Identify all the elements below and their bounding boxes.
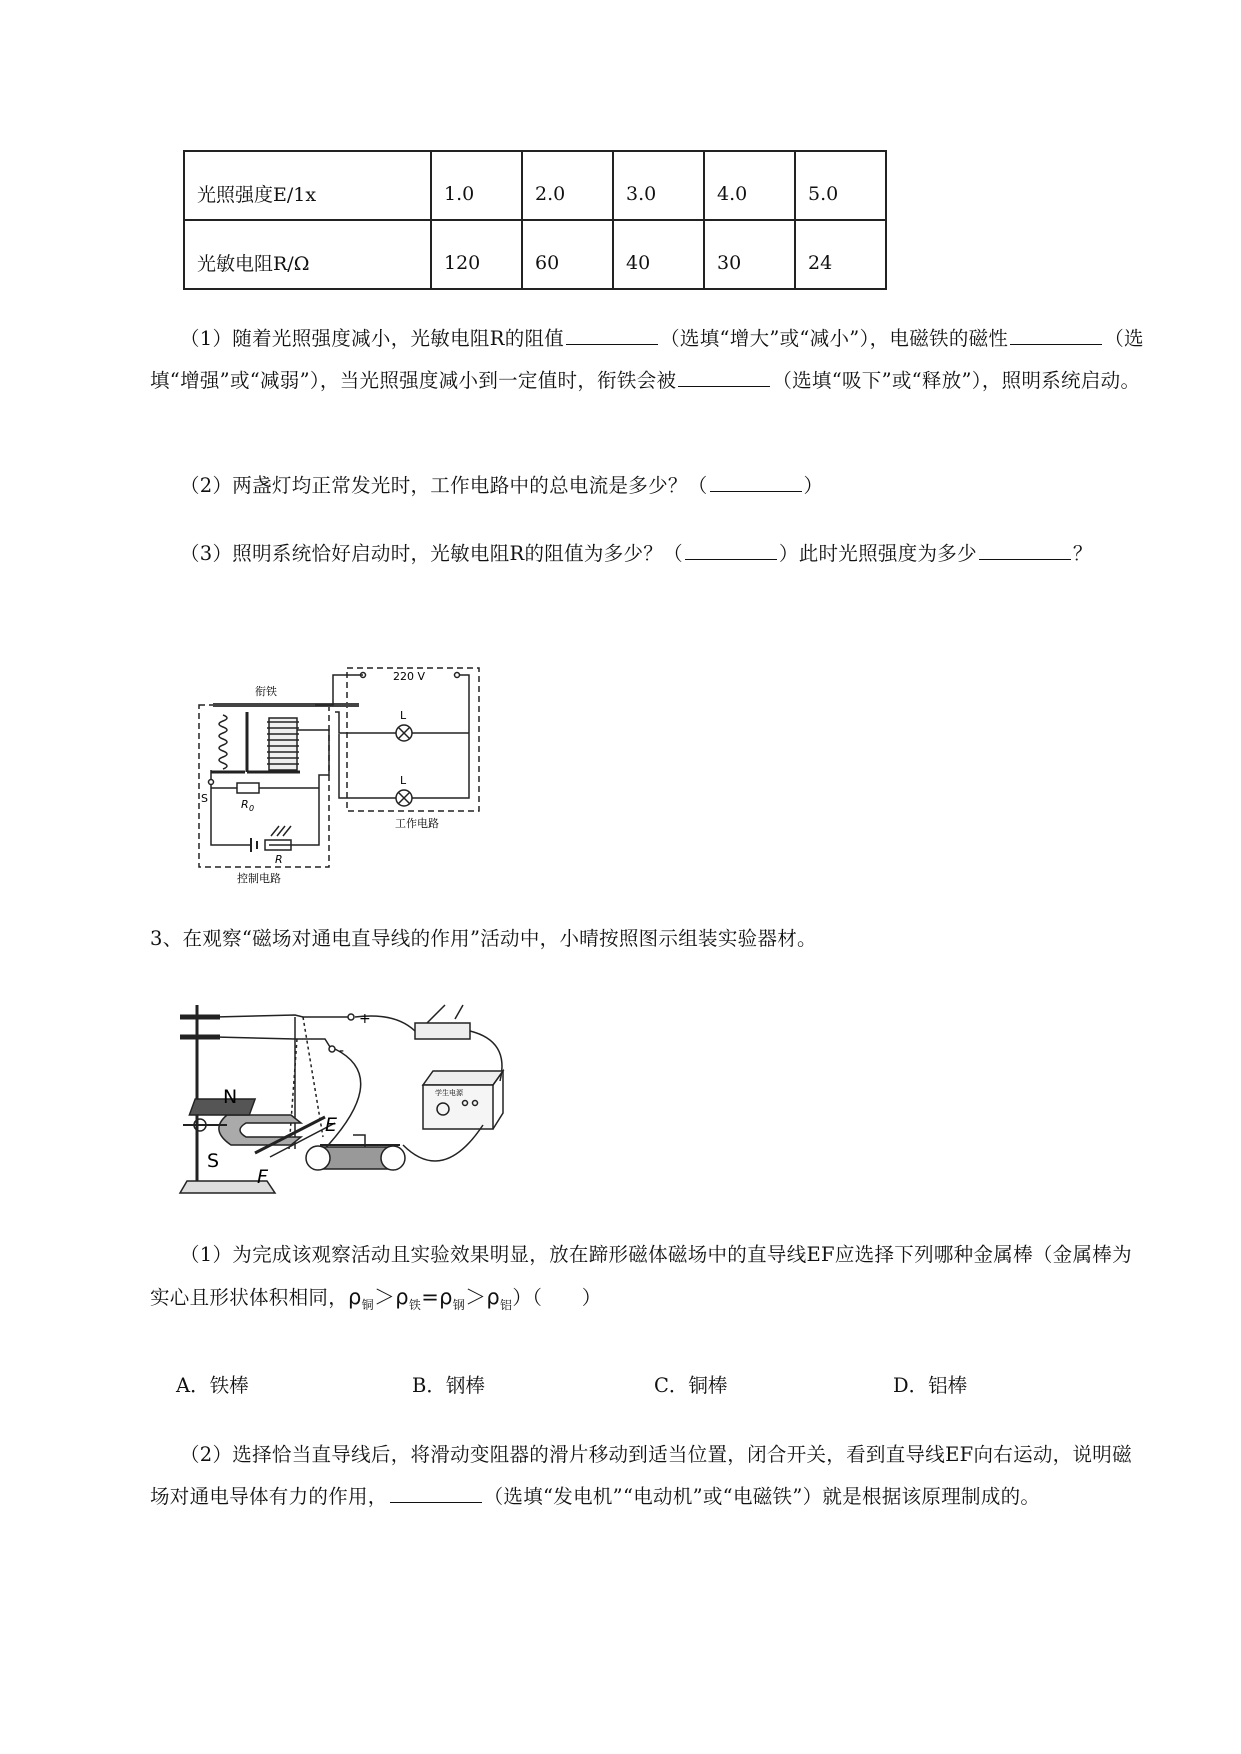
svg-text:-: - <box>339 1043 345 1059</box>
table-cell: 30 <box>704 220 795 289</box>
table-cell: 5.0 <box>795 151 886 220</box>
svg-text:L: L <box>400 774 407 787</box>
answer-blank[interactable] <box>685 558 777 560</box>
q3-part2: （2）选择恰当直导线后，将滑动变阻器的滑片移动到适当位置，闭合开关，看到直导线EF向右运动，说明磁场对通电导体有力的作用， （选填“发电机”“电动机”或“电磁铁”）就是根据该原理制成的。 <box>150 1443 1132 1508</box>
svg-text:F: F <box>257 1166 268 1188</box>
svg-text:R: R <box>241 798 249 811</box>
svg-text:衔铁: 衔铁 <box>255 685 277 698</box>
svg-text:E: E <box>325 1114 338 1136</box>
q2-part1: （1）随着光照强度减小，光敏电阻R的阻值 （选填“增大”或“减小”），电磁铁的磁性 （选填“增强”或“减弱”），当光照强度减小到一定值时，衔铁会被 （选填“吸下”或“释放”），照明系统启动。 <box>150 327 1144 392</box>
svg-text:L: L <box>400 709 407 722</box>
table-cell: 3.0 <box>613 151 704 220</box>
relay-circuit-diagram <box>195 660 495 885</box>
light-resistance-table <box>183 150 887 290</box>
magnet-apparatus-diagram <box>175 995 555 1205</box>
table-row <box>184 151 886 220</box>
answer-blank[interactable] <box>710 490 802 492</box>
svg-text:220 V: 220 V <box>393 670 426 683</box>
option-c[interactable]: C．铜棒 <box>654 1374 728 1397</box>
svg-text:工作电路: 工作电路 <box>395 817 439 830</box>
svg-text:+: + <box>359 1011 371 1027</box>
answer-blank[interactable] <box>979 558 1071 560</box>
option-d[interactable]: D．铝棒 <box>893 1374 968 1397</box>
table-row <box>184 220 886 289</box>
answer-blank[interactable] <box>566 343 658 345</box>
option-b[interactable]: B．钢棒 <box>412 1374 485 1397</box>
knife-switch <box>415 1023 470 1039</box>
table-cell: 4.0 <box>704 151 795 220</box>
table-cell: 24 <box>795 220 886 289</box>
table-header-cell: 光敏电阻R/Ω <box>184 220 431 289</box>
electromagnet-coil <box>269 718 297 770</box>
table-cell: 120 <box>431 220 522 289</box>
q3-part1: （1）为完成该观察活动且实验效果明显，放在蹄形磁体磁场中的直导线EF应选择下列哪种金属棒（金属棒为实心且形状体积相同，$\rho_铜>\rho_铁=\rho_钢>\rho_铝$）（ ） <box>150 1243 1132 1313</box>
answer-blank[interactable] <box>390 1501 482 1503</box>
svg-text:S: S <box>201 792 208 805</box>
q2-part3: （3）照明系统恰好启动时，光敏电阻R的阻值为多少？（ ）此时光照强度为多少 ？ <box>180 542 1093 565</box>
work-circuit-box <box>347 668 479 811</box>
q2-part2: （2）两盏灯均正常发光时，工作电路中的总电流是多少？（ ） <box>180 474 824 497</box>
option-a[interactable]: A．铁棒 <box>176 1374 249 1397</box>
r0-resistor <box>237 783 259 793</box>
armature-bar <box>213 703 359 707</box>
table-header-cell: 光照强度E/1x <box>184 151 431 220</box>
table-cell: 2.0 <box>522 151 613 220</box>
svg-text:学生电源: 学生电源 <box>435 1089 463 1097</box>
svg-text:N: N <box>223 1086 238 1108</box>
answer-blank[interactable] <box>678 385 770 387</box>
table-cell: 40 <box>613 220 704 289</box>
answer-blank[interactable] <box>1010 343 1102 345</box>
svg-text:0: 0 <box>249 804 255 813</box>
svg-text:S: S <box>207 1150 220 1172</box>
spring-coil <box>219 715 227 769</box>
density-comparison: $\rho_铜>\rho_铁=\rho_钢>\rho_铝$ <box>348 1285 513 1313</box>
q3-intro: 3、在观察“磁场对通电直导线的作用”活动中，小晴按照图示组装实验器材。 <box>150 927 817 950</box>
table-cell: 60 <box>522 220 613 289</box>
horseshoe-magnet <box>219 1115 301 1145</box>
svg-text:控制电路: 控制电路 <box>237 872 281 885</box>
table-cell: 1.0 <box>431 151 522 220</box>
svg-text:R: R <box>275 853 283 866</box>
